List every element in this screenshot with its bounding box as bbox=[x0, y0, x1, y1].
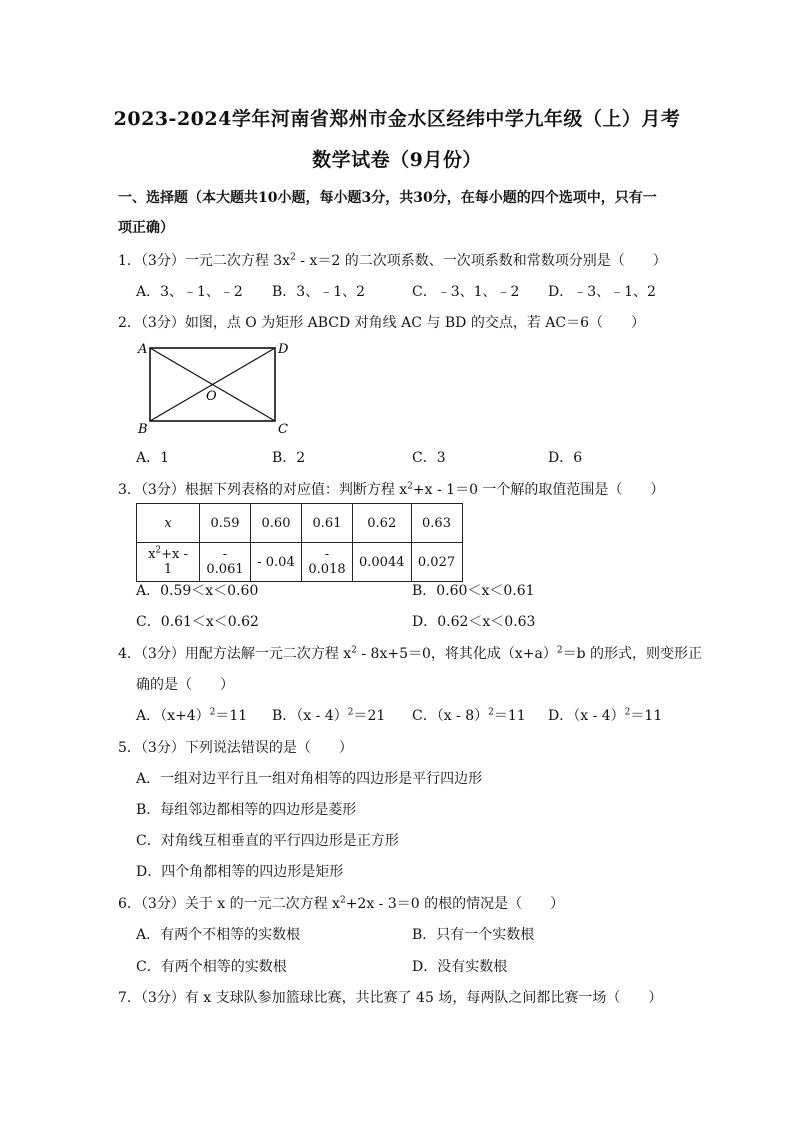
label-d: D bbox=[278, 342, 289, 357]
question-7: 7．（3分）有 x 支球队参加篮球比赛，共比赛了 45 场，每两队之间都比赛一场（ ） bbox=[118, 990, 663, 1006]
q4d-text: D．（x - 4） bbox=[548, 708, 625, 724]
q6-text-b: +2x - 3＝0 的根的情况是（ ） bbox=[345, 896, 565, 912]
q4d-sup: 2 bbox=[624, 707, 631, 718]
q4c-sup: 2 bbox=[488, 707, 494, 718]
table-cell: - 0.04 bbox=[251, 543, 302, 582]
table-header-x: x bbox=[137, 504, 200, 543]
q3-option-b: B．0.60＜x＜0.61 bbox=[412, 583, 535, 599]
table-cell: 0.027 bbox=[411, 543, 462, 582]
expr-sup: 2 bbox=[155, 545, 162, 556]
q1-option-a: A．3、﹣1、﹣2 bbox=[136, 284, 243, 300]
q4c-text: C．（x - 8） bbox=[412, 708, 489, 724]
value-table bbox=[136, 503, 463, 582]
table-cell: 0.60 bbox=[251, 504, 302, 543]
q4-sup: 2 bbox=[351, 645, 357, 656]
q5-option-d: D．四个角都相等的四边形是矩形 bbox=[136, 864, 344, 880]
q3-text-a: 3．（3分）根据下列表格的对应值：判断方程 x bbox=[118, 482, 408, 498]
q4b-rhs: ＝21 bbox=[353, 708, 386, 724]
q2-option-b: B．2 bbox=[272, 450, 306, 466]
q3-option-d: D．0.62＜x＜0.63 bbox=[412, 614, 536, 630]
q4a-rhs: ＝11 bbox=[215, 708, 248, 724]
table-cell: - 0.018 bbox=[302, 543, 353, 582]
q4b-sup: 2 bbox=[347, 707, 354, 718]
q4a-text: A．（x+4） bbox=[136, 708, 210, 724]
q4d-rhs: ＝11 bbox=[630, 708, 663, 724]
q1-option-c: C．﹣3、1、﹣2 bbox=[412, 284, 520, 300]
q6-sup: 2 bbox=[339, 895, 346, 906]
question-4-cont: 确的是（ ） bbox=[136, 677, 234, 693]
q4-option-a bbox=[136, 705, 247, 725]
q5-option-a: A．一组对边平行且一组对角相等的四边形是平行四边形 bbox=[136, 771, 483, 787]
question-1 bbox=[118, 250, 667, 270]
q2-option-a: A．1 bbox=[136, 450, 170, 466]
table-cell: 0.62 bbox=[353, 504, 412, 543]
question-3 bbox=[118, 479, 664, 499]
table-cell: 0.59 bbox=[200, 504, 251, 543]
rectangle-diagram bbox=[132, 338, 312, 438]
expr-b: +x - 1 bbox=[161, 547, 188, 577]
label-c: C bbox=[278, 422, 288, 437]
q4a-sup: 2 bbox=[209, 707, 216, 718]
q6-option-c: C．有两个相等的实数根 bbox=[136, 959, 287, 975]
table-header-expr bbox=[137, 543, 200, 582]
table-cell: 0.0044 bbox=[353, 543, 412, 582]
q1-text-a: 1．（3分）一元二次方程 3x bbox=[118, 253, 291, 269]
table-cell: - 0.061 bbox=[200, 543, 251, 582]
q5-option-c: C．对角线互相垂直的平行四边形是正方形 bbox=[136, 833, 399, 849]
table-cell: 0.63 bbox=[411, 504, 462, 543]
q4-text-c: ＝b 的形式，则变形正 bbox=[562, 646, 703, 662]
q1-sup: 2 bbox=[290, 252, 296, 263]
q5-option-b: B．每组邻边都相等的四边形是菱形 bbox=[136, 802, 357, 818]
q4b-text: B．（x - 4） bbox=[272, 708, 348, 724]
q6-option-a: A．有两个不相等的实数根 bbox=[136, 927, 301, 943]
q2-option-c: C．3 bbox=[412, 450, 446, 466]
q6-option-d: D．没有实数根 bbox=[412, 959, 508, 975]
q6-text-a: 6．（3分）关于 x 的一元二次方程 x bbox=[118, 896, 340, 912]
q4-option-d bbox=[548, 705, 662, 725]
question-4 bbox=[118, 643, 702, 663]
question-6 bbox=[118, 893, 564, 913]
q1-option-d: D．﹣3、﹣1、2 bbox=[548, 284, 656, 300]
q4c-rhs: ＝11 bbox=[493, 708, 526, 724]
q3-text-b: +x - 1＝0 一个解的取值范围是（ ） bbox=[412, 482, 665, 498]
q6-option-b: B．只有一个实数根 bbox=[412, 927, 535, 943]
question-2: 2．（3分）如图，点 O 为矩形 ABCD 对角线 AC 与 BD 的交点，若 AC＝6（ ） bbox=[118, 315, 646, 331]
table-cell: 0.61 bbox=[302, 504, 353, 543]
q4-option-c bbox=[412, 705, 526, 725]
q4-text-b: - 8x+5＝0，将其化成（x+a） bbox=[356, 646, 557, 662]
q3-sup: 2 bbox=[407, 481, 413, 492]
label-a: A bbox=[138, 342, 148, 357]
q4-option-b bbox=[272, 705, 385, 725]
q1-option-b: B．3、﹣1、2 bbox=[272, 284, 366, 300]
q4-sup2: 2 bbox=[556, 645, 563, 656]
section-heading: 一、选择题（本大题共10小题，每小题3分，共30分，在每小题的四个选项中，只有一 bbox=[118, 190, 657, 206]
table-row bbox=[137, 543, 463, 582]
q3-option-c: C．0.61＜x＜0.62 bbox=[136, 614, 259, 630]
table-row bbox=[137, 504, 463, 543]
section-heading-cont: 项正确） bbox=[118, 220, 174, 236]
q3-option-a: A．0.59＜x＜0.60 bbox=[136, 583, 259, 599]
question-5: 5．（3分）下列说法错误的是（ ） bbox=[118, 740, 353, 756]
exam-title-line1: 2023-2024学年河南省郑州市金水区经纬中学九年级（上）月考 bbox=[113, 108, 681, 130]
exam-title-line2: 数学试卷（9月份） bbox=[312, 149, 482, 171]
label-b: B bbox=[138, 422, 148, 437]
expr-a: x bbox=[148, 547, 156, 562]
q4-text-a: 4．（3分）用配方法解一元二次方程 x bbox=[118, 646, 352, 662]
q2-option-d: D．6 bbox=[548, 450, 583, 466]
q1-text-b: - x＝2 的二次项系数、一次项系数和常数项分别是（ ） bbox=[295, 253, 667, 269]
label-o: O bbox=[206, 389, 217, 404]
